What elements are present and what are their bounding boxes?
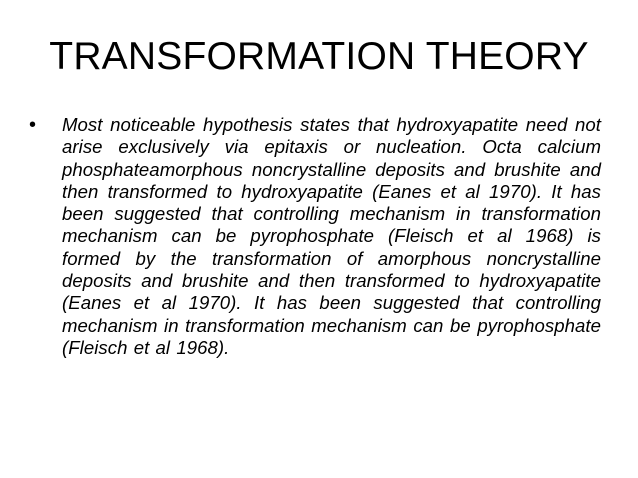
bullet-item: [29, 114, 601, 359]
bullet-text: Most noticeable hypothesis states that hydroxyapatite need not arise exclusively via epitaxis or nucleation. Octa calcium phosphateamorphous noncrystalline deposits and brushite and then transformed to hydroxyapatite (Eanes et al 1970). It has been suggested that controlling mechanism in transformation mechanism can be pyrophosphate (Fleisch et al 1968) is formed by the transformation of amorphous noncrystalline deposits and brushite and then transformed to hydroxyapatite (Eanes et al 1970). It has been suggested that controlling mechanism in transformation mechanism can be pyrophosphate (Fleisch et al 1968).: [62, 114, 601, 358]
slide-title: TRANSFORMATION THEORY: [49, 35, 589, 78]
slide-body: [29, 114, 601, 359]
bullet-icon: •: [29, 114, 37, 136]
